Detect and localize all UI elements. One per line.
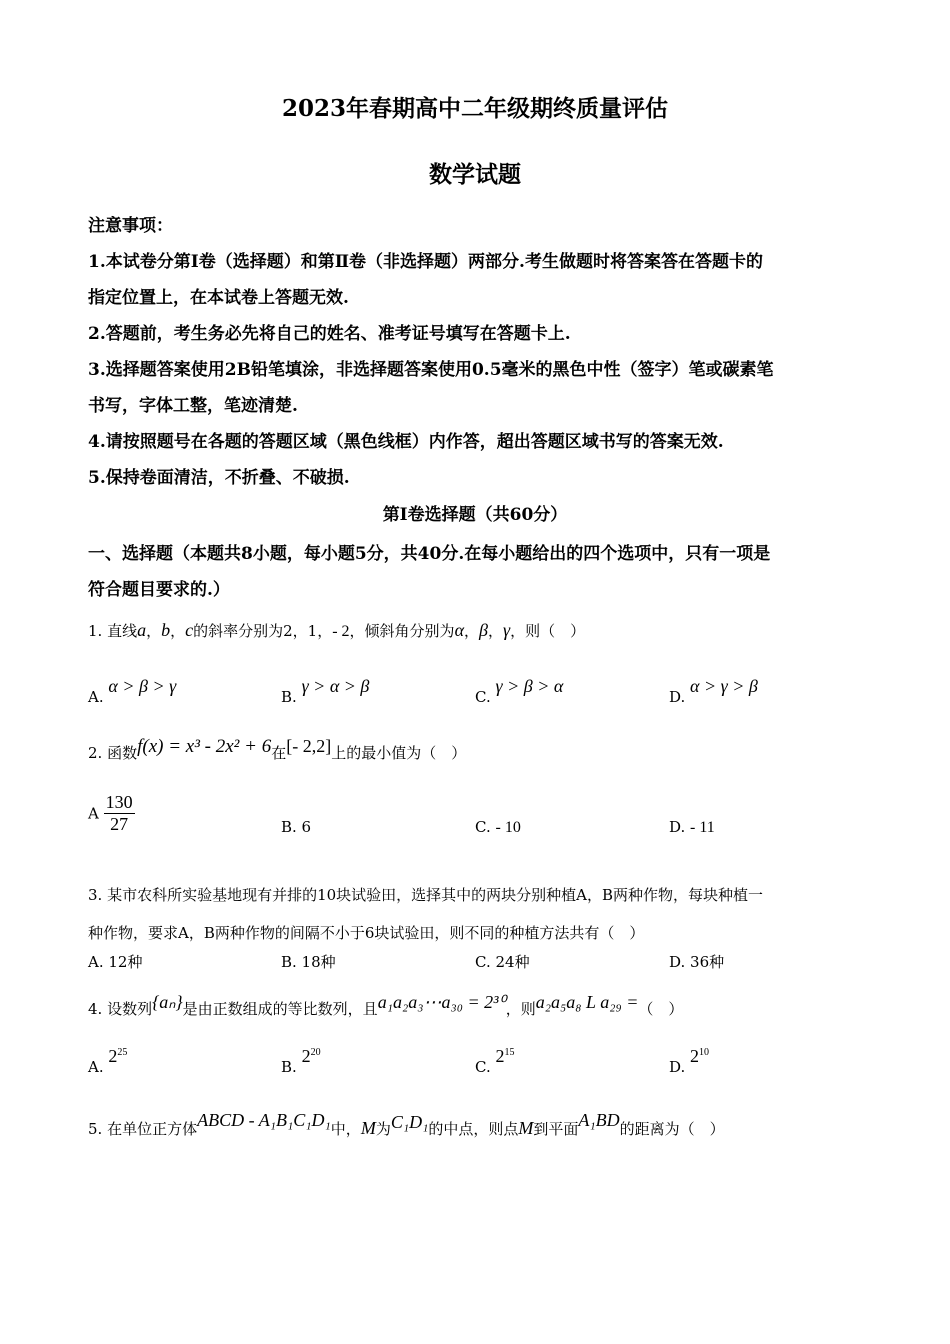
q4-prefix: 4. 设数列 [88,1000,153,1018]
q1-prefix: 1. 直线 [88,622,138,640]
section-title: 第Ⅰ卷选择题（共60分） [382,505,568,525]
q2-option-a[interactable] [88,792,135,835]
q1-sep: ， [146,622,162,640]
q1-option-a[interactable] [88,676,177,706]
q1-neg-two: - 2 [332,623,350,640]
q3-line: 种作物，要求A，B两种作物的间隔不小于6块试验田，则不同的种植方法共有（ ） [88,924,645,942]
q5-edge: C₁D₁ [390,1112,429,1132]
option-label: D. [669,688,686,706]
q1-suffix: ，则（ ） [510,622,586,640]
q2-interval: [- 2,2] [286,736,332,756]
option-base: 2 [690,1046,700,1066]
q5-text: 的中点，则点 [428,1120,519,1138]
q4-condition: a₁a₂a₃⋯a₃₀ = 2³⁰ [377,992,506,1012]
question-2-stem [88,736,467,765]
question-5-stem [88,1110,725,1141]
part-line: 一、选择题（本题共8小题，每小题5分，共40分.在每小题给出的四个选项中，只有一项是 [88,544,771,564]
q4-text: ，则 [505,1000,536,1018]
q3-option-a[interactable]: A. 12种 [88,953,143,971]
note-line: 指定位置上，在本试卷上答题无效. [88,288,349,308]
option-label: A. [88,688,104,706]
q1-text: ，倾斜角分别为 [349,622,455,640]
option-expr: γ > β > α [495,676,564,696]
option-base: 2 [108,1046,118,1066]
option-exponent: 10 [699,1047,710,1058]
q4-text: 是由正数组成的等比数列，且 [182,1000,378,1018]
question-4-stem [88,992,684,1021]
option-label: C. [475,1058,491,1076]
q3-option-b[interactable]: B. 18种 [281,953,336,971]
q1-line-b: b [161,620,171,640]
q1-line-c: c [185,620,194,640]
q5-text: 为 [375,1120,391,1138]
option-exponent: 25 [117,1047,128,1058]
note-line: 书写，字体工整，笔迹清楚. [88,396,298,416]
q5-text: 到平面 [533,1120,579,1138]
q2-option-a-fraction [104,792,135,835]
q1-option-c[interactable] [475,676,564,706]
q1-option-d[interactable] [669,676,758,706]
q1-line-a: a [137,620,147,640]
q2-prefix: 2. 函数 [88,744,138,762]
note-line: 2.答题前，考生务必先将自己的姓名、准考证号填写在答题卡上. [88,324,571,344]
q3-option-c[interactable]: C. 24种 [475,953,530,971]
option-expr: α > β > γ [108,676,177,696]
part-instructions [88,536,868,608]
q5-prefix: 5. 在单位正方体 [88,1120,198,1138]
q2-suffix: 上的最小值为（ ） [331,744,467,762]
option-label: D. [669,818,686,836]
q5-point-m: M [360,1118,376,1138]
q5-point-m: M [518,1118,534,1138]
q3-line: 3. 某市农科所实验基地现有并排的10块试验田，选择其中的两块分别种植A，B两种作物，每块种植一 [88,886,764,904]
q1-text: 的斜率分别为2，1， [193,622,333,640]
question-3-stem [88,876,868,952]
option-expr: γ > α > β [301,676,370,696]
option-value: - 11 [690,819,715,836]
q1-alpha: α [454,620,465,640]
option-label: A [88,804,99,823]
option-exponent: 15 [504,1047,515,1058]
q2-function: f(x) = x³ - 2x² + 6 [137,736,272,757]
q1-sep: ， [170,622,186,640]
note-line: 3.选择题答案使用2B铅笔填涂，非选择题答案使用0.5毫米的黑色中性（签字）笔或碳素笔 [88,360,774,380]
q1-gamma: γ [503,620,511,640]
q1-option-b[interactable] [281,676,370,706]
q1-sep: ， [488,622,504,640]
option-exponent: 20 [310,1047,321,1058]
q1-beta: β [479,620,488,640]
option-label: D. [669,1058,686,1076]
q5-cube: ABCD - A₁B₁C₁D₁ [197,1110,331,1130]
q4-suffix: （ ） [638,1000,684,1018]
notes-heading: 注意事项： [88,216,173,236]
notes-section [88,208,868,496]
exam-title: 2023年春期高中二年级期终质量评估 [281,95,668,122]
q1-sep: ， [464,622,480,640]
q5-plane: A₁BD [578,1110,620,1130]
q4-target: a₂a₅a₈ L a₂₉ = [535,992,639,1012]
option-label: B. [281,1058,297,1076]
part-line: 符合题目要求的.） [88,580,230,600]
option-base: 2 [301,1046,311,1066]
q2-option-b[interactable]: B. 6 [281,818,312,836]
note-line: 1.本试卷分第Ⅰ卷（选择题）和第Ⅱ卷（非选择题）两部分.考生做题时将答案答在答题卡的 [88,252,763,272]
note-line: 4.请按照题号在各题的答题区域（黑色线框）内作答，超出答题区域书写的答案无效. [88,432,724,452]
option-base: 2 [495,1046,505,1066]
fraction-denominator: 27 [110,814,129,834]
note-line: 5.保持卷面清洁，不折叠、不破损. [88,468,350,488]
option-value: - 10 [495,819,521,836]
option-label: C. [475,818,491,836]
option-label: A. [88,1058,104,1076]
q4-sequence: {aₙ} [152,992,183,1012]
fraction-numerator: 130 [105,792,133,812]
q2-text: 在 [271,744,287,762]
q4-option-c[interactable] [475,1046,515,1076]
exam-subtitle: 数学试题 [429,161,521,188]
q4-option-d[interactable] [669,1046,710,1076]
q2-option-c[interactable] [475,818,521,837]
q5-text: 中， [330,1120,361,1138]
option-label: C. [475,688,491,706]
q2-option-d[interactable] [669,818,715,837]
q5-suffix: 的距离为（ ） [619,1120,725,1138]
q3-option-d[interactable]: D. 36种 [669,953,725,971]
question-1-stem [88,618,585,644]
q4-option-a[interactable] [88,1046,128,1076]
q4-option-b[interactable] [281,1046,321,1076]
option-expr: α > γ > β [690,676,758,696]
option-label: B. [281,688,297,706]
